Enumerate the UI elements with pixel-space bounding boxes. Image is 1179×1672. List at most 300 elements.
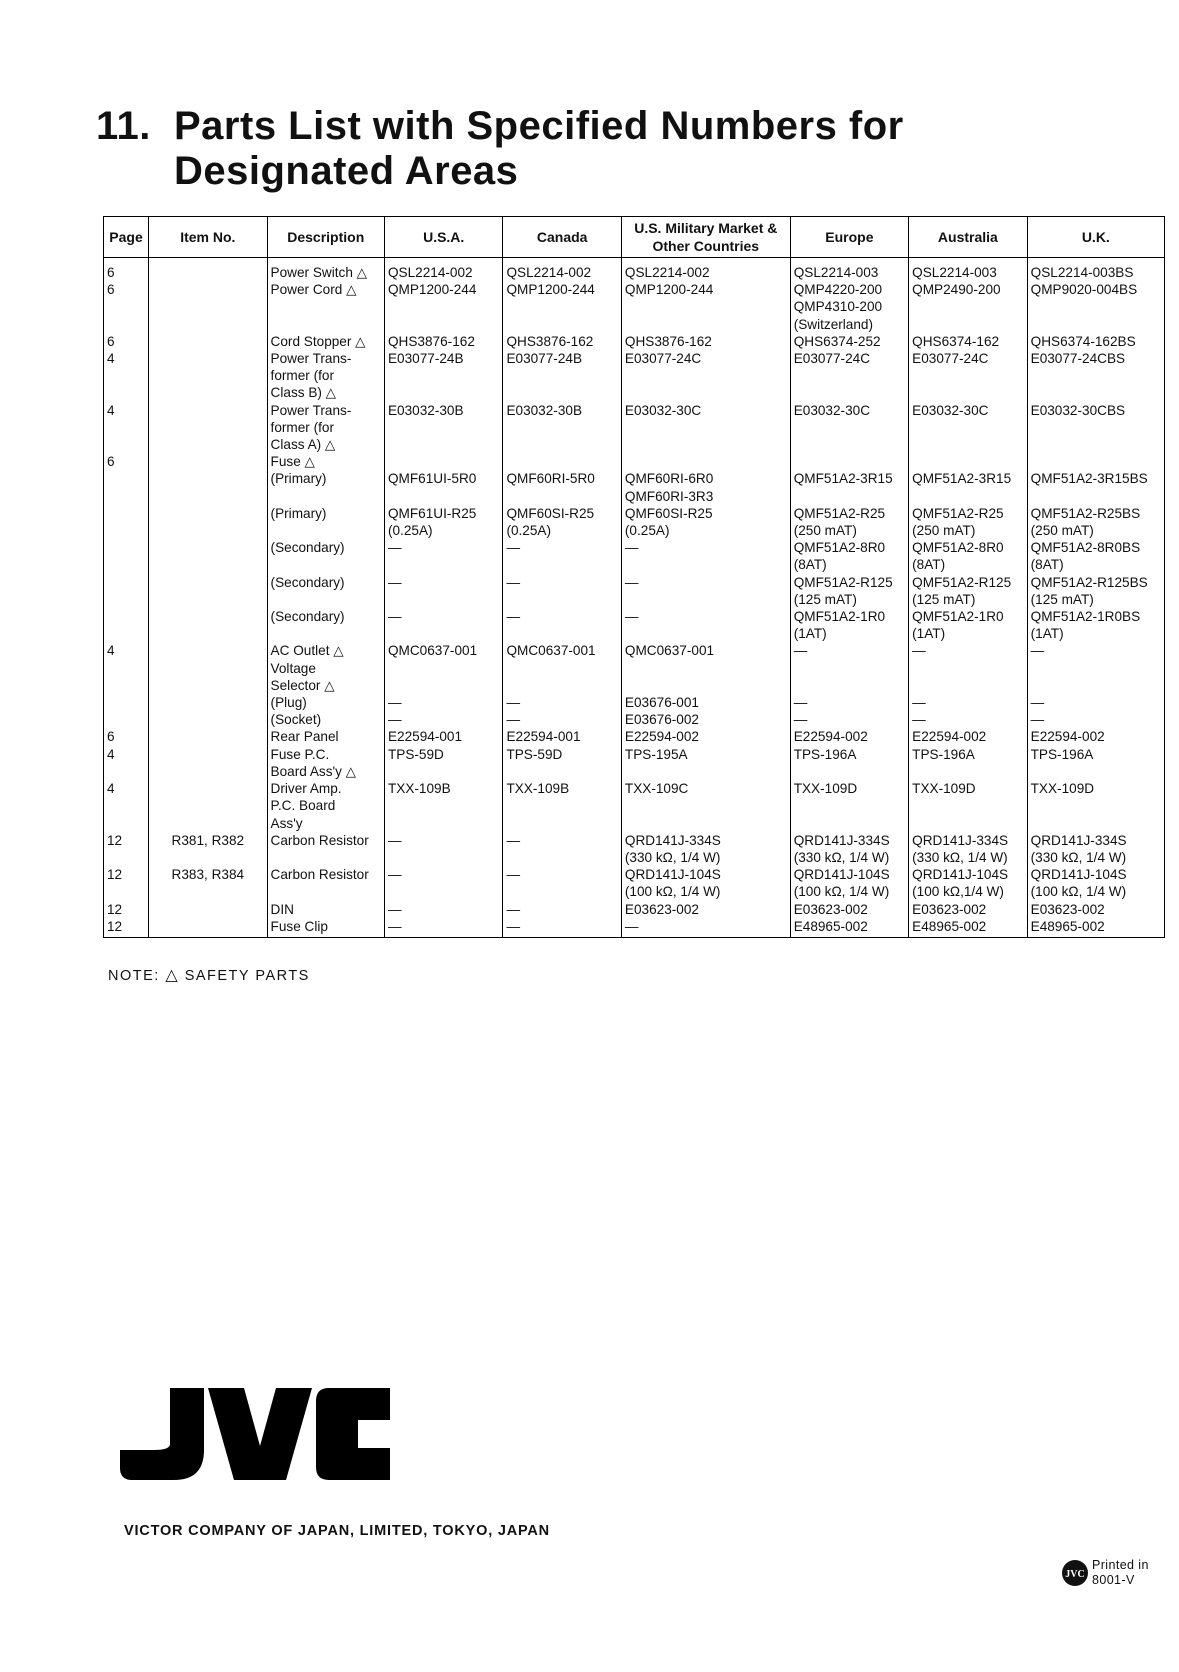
cell-line: —	[387, 540, 402, 556]
cell-line: QHS3876-162	[624, 333, 712, 349]
cell-line	[107, 488, 145, 505]
cell-line: E03032-30C	[624, 402, 702, 418]
title-line-1: Parts List with Specified Numbers for	[174, 104, 904, 148]
cell-line	[152, 281, 263, 298]
cell-line	[625, 367, 787, 384]
page-title	[96, 104, 904, 194]
cell-line	[152, 419, 263, 436]
cell-line: (Switzerland)	[793, 316, 874, 332]
cell-line: QMF51A2-R25	[912, 505, 1004, 521]
cell-line	[152, 264, 263, 281]
cell-line	[107, 883, 145, 900]
cell-line	[912, 298, 1023, 315]
cell-line: —	[912, 695, 926, 711]
cell-line	[506, 488, 617, 505]
jvc-logo-c	[316, 1388, 390, 1480]
cell-line: —	[387, 901, 402, 917]
cell-line	[506, 316, 617, 333]
cell-line: QSL2214-002	[624, 265, 710, 280]
cell-line: (Primary)	[270, 505, 327, 521]
header-item-no: Item No.	[149, 217, 267, 258]
cell-line: —	[793, 712, 808, 728]
cell-line	[107, 763, 145, 780]
cell-line	[388, 488, 499, 505]
header-europe: Europe	[790, 217, 908, 258]
header-australia: Australia	[909, 217, 1027, 258]
cell-line: (125 mAT)	[912, 591, 976, 607]
cell-line	[152, 350, 263, 367]
cell-line: QMF51A2-8R0BS	[1030, 540, 1141, 556]
cell-line: AC Outlet △	[270, 643, 344, 659]
cell-line	[107, 522, 145, 539]
cell-line: QSL2214-003	[912, 265, 997, 280]
cell-line	[912, 436, 1023, 453]
cell-line	[107, 556, 145, 573]
cell-line: Driver Amp.	[270, 781, 342, 797]
cell-line	[625, 815, 787, 832]
cell-line: DIN	[270, 901, 294, 917]
cell-line	[912, 419, 1023, 436]
header-uk: U.K.	[1027, 217, 1164, 258]
cell-line: (0.25A)	[387, 523, 433, 539]
cell-line: (Secondary)	[270, 540, 345, 556]
cell-line: QHS6374-162	[912, 333, 1000, 349]
cell-line: —	[624, 574, 639, 590]
cell-line: E03077-24C	[793, 351, 871, 367]
cell-line	[506, 298, 617, 315]
cell-line	[625, 625, 787, 642]
cell-line: (100 kΩ, 1/4 W)	[624, 884, 721, 900]
cell-line	[625, 660, 787, 677]
cell-line: QMF60RI-6R0	[624, 471, 714, 487]
cell-line	[107, 539, 145, 556]
cell-line	[152, 591, 263, 608]
jvc-logo-v	[208, 1388, 312, 1480]
cell-line: (250 mAT)	[912, 523, 976, 539]
cell-line	[794, 797, 905, 814]
cell-line: TXX-109C	[624, 781, 689, 797]
cell-line: E03032-30B	[387, 402, 464, 418]
cell-line: E03077-24B	[387, 351, 464, 367]
cell-line	[794, 384, 905, 401]
cell-line: QRD141J-104S	[912, 867, 1009, 883]
cell-line: QRD141J-334S	[1030, 832, 1127, 848]
cell-line: (1AT)	[793, 626, 827, 642]
cell-line	[388, 591, 499, 608]
cell-line	[1031, 797, 1161, 814]
cell-line: QMC0637-001	[506, 643, 596, 659]
cell-line	[152, 746, 263, 763]
header-page: Page	[104, 217, 149, 258]
cell-line: QMF60RI-3R3	[624, 488, 714, 504]
cell-line: E22594-002	[624, 729, 699, 745]
cell-line	[152, 763, 263, 780]
cell-line	[107, 625, 145, 642]
printed-in-label: Printed in	[1092, 1558, 1149, 1572]
cell-line: —	[506, 712, 521, 728]
cell-line: E03032-30C	[912, 402, 989, 418]
cell-line	[506, 625, 617, 642]
cell-line	[388, 367, 499, 384]
cell-line	[1031, 453, 1161, 470]
cell-line	[506, 419, 617, 436]
cell-line	[388, 625, 499, 642]
cell-line	[388, 384, 499, 401]
cell-line	[794, 367, 905, 384]
cell-line: (330 kΩ, 1/4 W)	[912, 849, 1008, 865]
cell-line: QSL2214-003BS	[1030, 265, 1134, 280]
cell-line	[1031, 419, 1161, 436]
cell-line	[912, 367, 1023, 384]
cell-line: (8AT)	[793, 557, 827, 573]
cell-line: (Secondary)	[270, 609, 345, 625]
cell-line: QHS6374-162BS	[1030, 333, 1136, 349]
cell-line: (Socket)	[270, 712, 322, 728]
cell-line: 12	[107, 832, 123, 848]
cell-line	[506, 849, 617, 866]
cell-line	[388, 797, 499, 814]
cell-line: QRD141J-104S	[624, 867, 721, 883]
cell-line	[107, 849, 145, 866]
cell-line	[506, 591, 617, 608]
cell-line	[625, 453, 787, 470]
cell-line: Carbon Resistor	[270, 832, 369, 848]
cell-line: —	[506, 695, 521, 711]
cell-line: former (for	[270, 368, 334, 384]
cell-line: Power Switch △	[270, 265, 368, 280]
cell-line	[152, 642, 263, 659]
cell-line: —	[1030, 695, 1045, 711]
cell-line	[271, 556, 381, 573]
cell-line: QHS6374-252	[793, 333, 881, 349]
cell-line: QSL2214-002	[387, 265, 473, 280]
cell-line: Board Ass'y △	[270, 763, 357, 779]
cell-line: QMF51A2-1R0	[793, 609, 886, 625]
cell-line	[152, 918, 263, 935]
cell-line	[107, 608, 145, 625]
cell-line	[388, 763, 499, 780]
cell-line: —	[387, 712, 402, 728]
cell-line	[506, 883, 617, 900]
cell-line	[152, 367, 263, 384]
cell-line	[107, 298, 145, 315]
cell-line: (125 mAT)	[793, 591, 857, 607]
cell-line	[152, 298, 263, 315]
cell-line: QMP1200-244	[387, 282, 477, 298]
cell-line	[1031, 660, 1161, 677]
cell-line: QMF51A2-3R15	[793, 471, 893, 487]
cell-line: Selector △	[270, 677, 335, 693]
cell-line	[388, 419, 499, 436]
cell-line: QMP1200-244	[624, 282, 714, 298]
cell-line: E03077-24C	[912, 351, 989, 367]
cell-line	[152, 470, 263, 487]
company-name: VICTOR COMPANY OF JAPAN, LIMITED, TOKYO, JAPAN	[124, 1523, 550, 1539]
cell-line	[912, 453, 1023, 470]
cell-line: TXX-109B	[506, 781, 570, 797]
header-usa: U.S.A.	[384, 217, 502, 258]
cell-line: (330 kΩ, 1/4 W)	[793, 849, 890, 865]
cell-line: —	[912, 712, 926, 728]
cell-line	[271, 591, 381, 608]
cell-line	[152, 677, 263, 694]
cell-line	[152, 505, 263, 522]
cell-line	[625, 591, 787, 608]
cell-line: QMP4220-200	[793, 282, 883, 298]
cell-line	[388, 660, 499, 677]
cell-line: R383, R384	[171, 867, 245, 883]
header-description: Description	[267, 217, 384, 258]
cell-line	[152, 522, 263, 539]
cell-line	[388, 849, 499, 866]
parts-table-body	[104, 258, 1165, 938]
cell-line: Fuse P.C.	[270, 746, 330, 762]
cell-line	[1031, 367, 1161, 384]
cell-line	[152, 694, 263, 711]
cell-line: QMF61UI-R25	[387, 505, 477, 521]
cell-line	[1031, 436, 1161, 453]
cell-line	[506, 384, 617, 401]
cell-line	[152, 797, 263, 814]
cell-line	[271, 488, 381, 505]
cell-line: —	[793, 695, 808, 711]
cell-line: Class B) △	[270, 385, 337, 401]
cell-line: 12	[107, 918, 123, 934]
cell-line	[107, 470, 145, 487]
cell-line: —	[387, 574, 402, 590]
cell-line: QMF51A2-R125	[793, 574, 893, 590]
cell-line	[794, 436, 905, 453]
cell-line	[107, 797, 145, 814]
cell-line	[506, 367, 617, 384]
cell-line	[794, 453, 905, 470]
cell-line: TXX-109D	[793, 781, 858, 797]
cell-line	[625, 797, 787, 814]
cell-page	[104, 258, 149, 938]
safety-note	[108, 968, 310, 984]
cell-line	[152, 488, 263, 505]
cell-line: 6	[107, 729, 115, 745]
cell-line	[107, 660, 145, 677]
cell-line	[152, 901, 263, 918]
cell-line	[1031, 815, 1161, 832]
cell-line	[1031, 316, 1161, 333]
cell-line	[506, 815, 617, 832]
cell-line	[388, 298, 499, 315]
cell-line: QMF60SI-R25	[624, 505, 713, 521]
cell-line: TXX-109D	[1030, 781, 1095, 797]
cell-line: QMF51A2-1R0BS	[1030, 609, 1141, 625]
cell-line	[625, 436, 787, 453]
cell-line	[152, 539, 263, 556]
cell-line: E22594-002	[1030, 729, 1105, 745]
cell-line: (250 mAT)	[793, 523, 857, 539]
cell-line: (Secondary)	[270, 574, 345, 590]
header-military: U.S. Military Market & Other Countries	[621, 217, 790, 258]
cell-line: TPS-196A	[912, 746, 975, 762]
cell-line: (0.25A)	[624, 523, 670, 539]
title-line-2: Designated Areas	[174, 149, 519, 193]
cell-line	[625, 556, 787, 573]
cell-line: (330 kΩ, 1/4 W)	[624, 849, 721, 865]
cell-line	[107, 591, 145, 608]
cell-line: (100 kΩ, 1/4 W)	[1030, 884, 1127, 900]
cell-line: E03623-002	[624, 901, 699, 917]
cell-line	[388, 316, 499, 333]
cell-line	[152, 883, 263, 900]
cell-line	[152, 608, 263, 625]
cell-line	[506, 453, 617, 470]
cell-line: (250 mAT)	[1030, 523, 1094, 539]
cell-line	[506, 677, 617, 694]
cell-line: E03676-001	[624, 695, 699, 711]
cell-line	[107, 677, 145, 694]
cell-line: E03676-002	[624, 712, 699, 728]
cell-line	[388, 436, 499, 453]
cell-usa	[384, 258, 502, 938]
table-row	[104, 258, 1165, 938]
cell-line	[152, 849, 263, 866]
cell-line	[625, 677, 787, 694]
jvc-logo-j	[120, 1388, 204, 1480]
cell-line: Voltage	[270, 660, 316, 676]
cell-line	[912, 488, 1023, 505]
cell-line: (100 kΩ,1/4 W)	[912, 884, 1004, 900]
cell-line: Power Cord △	[270, 282, 357, 298]
cell-line	[107, 711, 145, 728]
cell-line: (8AT)	[912, 557, 946, 573]
cell-line: E03077-24C	[624, 351, 702, 367]
cell-line	[1031, 384, 1161, 401]
cell-line: QMF51A2-1R0	[912, 609, 1004, 625]
cell-line	[271, 316, 381, 333]
cell-line	[506, 763, 617, 780]
cell-line	[912, 797, 1023, 814]
cell-line: —	[793, 643, 808, 659]
cell-line	[794, 419, 905, 436]
cell-line	[107, 815, 145, 832]
cell-line: E22594-001	[506, 729, 581, 745]
cell-line: —	[387, 609, 402, 625]
cell-line	[152, 728, 263, 745]
warning-triangle-icon: △	[165, 967, 180, 984]
cell-line	[152, 402, 263, 419]
cell-line: QRD141J-334S	[624, 832, 721, 848]
cell-line	[912, 677, 1023, 694]
cell-line	[794, 815, 905, 832]
cell-line	[912, 660, 1023, 677]
cell-line: (330 kΩ, 1/4 W)	[1030, 849, 1127, 865]
cell-line: QMP2490-200	[912, 282, 1001, 298]
cell-line: 4	[107, 643, 115, 659]
cell-line: E03623-002	[912, 901, 987, 917]
cell-line: 4	[107, 746, 115, 762]
cell-line	[794, 488, 905, 505]
cell-line: (125 mAT)	[1030, 591, 1094, 607]
cell-line	[152, 711, 263, 728]
cell-line: E03623-002	[793, 901, 868, 917]
cell-line	[625, 384, 787, 401]
cell-line	[912, 384, 1023, 401]
note-text: SAFETY PARTS	[184, 968, 310, 984]
cell-line: TPS-195A	[624, 746, 688, 762]
cell-line	[388, 677, 499, 694]
cell-line: —	[506, 832, 521, 848]
cell-line	[107, 505, 145, 522]
cell-line: —	[506, 901, 521, 917]
cell-line	[152, 625, 263, 642]
cell-line: QSL2214-003	[793, 265, 879, 280]
cell-line: QMF51A2-3R15BS	[1030, 471, 1148, 487]
cell-line: 6	[107, 282, 115, 298]
cell-line	[152, 815, 263, 832]
cell-line: TPS-196A	[1030, 746, 1094, 762]
jvc-badge-icon	[1061, 1559, 1089, 1587]
note-label: NOTE:	[108, 968, 160, 984]
cell-line: QMF51A2-R125BS	[1030, 574, 1148, 590]
cell-line: E22594-001	[387, 729, 463, 745]
cell-line: QMF51A2-R125	[912, 574, 1012, 590]
cell-line: TPS-59D	[387, 746, 444, 762]
cell-line: QMF61UI-5R0	[387, 471, 477, 487]
cell-line: E03032-30C	[793, 402, 871, 418]
cell-line	[1031, 677, 1161, 694]
cell-line	[107, 316, 145, 333]
cell-line	[1031, 763, 1161, 780]
cell-line: Power Trans-	[270, 402, 352, 418]
cell-line	[794, 763, 905, 780]
cell-line	[506, 436, 617, 453]
cell-line: QMF51A2-R25BS	[1030, 505, 1141, 521]
cell-line	[625, 763, 787, 780]
cell-line: Ass'y	[270, 815, 303, 831]
cell-canada	[503, 258, 621, 938]
cell-line: (100 kΩ, 1/4 W)	[793, 884, 890, 900]
cell-line	[107, 419, 145, 436]
cell-line: TPS-196A	[793, 746, 857, 762]
cell-line: —	[506, 918, 521, 934]
cell-description	[267, 258, 384, 938]
cell-line: —	[506, 540, 521, 556]
cell-line	[107, 574, 145, 591]
cell-line: 6	[107, 333, 115, 349]
cell-line	[506, 797, 617, 814]
cell-line	[152, 453, 263, 470]
cell-line	[912, 316, 1023, 333]
cell-line: E03077-24B	[506, 351, 583, 367]
cell-line: 4	[107, 402, 115, 418]
cell-line: E48965-002	[1030, 918, 1105, 934]
svg-text:JVC: JVC	[1065, 1569, 1085, 1580]
cell-line: QMP4310-200	[793, 299, 883, 315]
cell-line: 12	[107, 867, 123, 883]
cell-line: QMC0637-001	[624, 643, 715, 659]
cell-line: —	[624, 609, 639, 625]
cell-line: E03623-002	[1030, 901, 1105, 917]
cell-line: Fuse Clip	[270, 918, 328, 934]
cell-line: 4	[107, 781, 115, 797]
cell-uk	[1027, 258, 1164, 938]
cell-line: 4	[107, 351, 115, 367]
cell-line: QMP9020-004BS	[1030, 282, 1138, 298]
cell-line	[1031, 488, 1161, 505]
cell-line: 12	[107, 901, 123, 917]
cell-line	[152, 556, 263, 573]
cell-line: (1AT)	[912, 626, 946, 642]
cell-line: —	[624, 540, 639, 556]
cell-line: R381, R382	[171, 832, 245, 848]
cell-line	[912, 815, 1023, 832]
